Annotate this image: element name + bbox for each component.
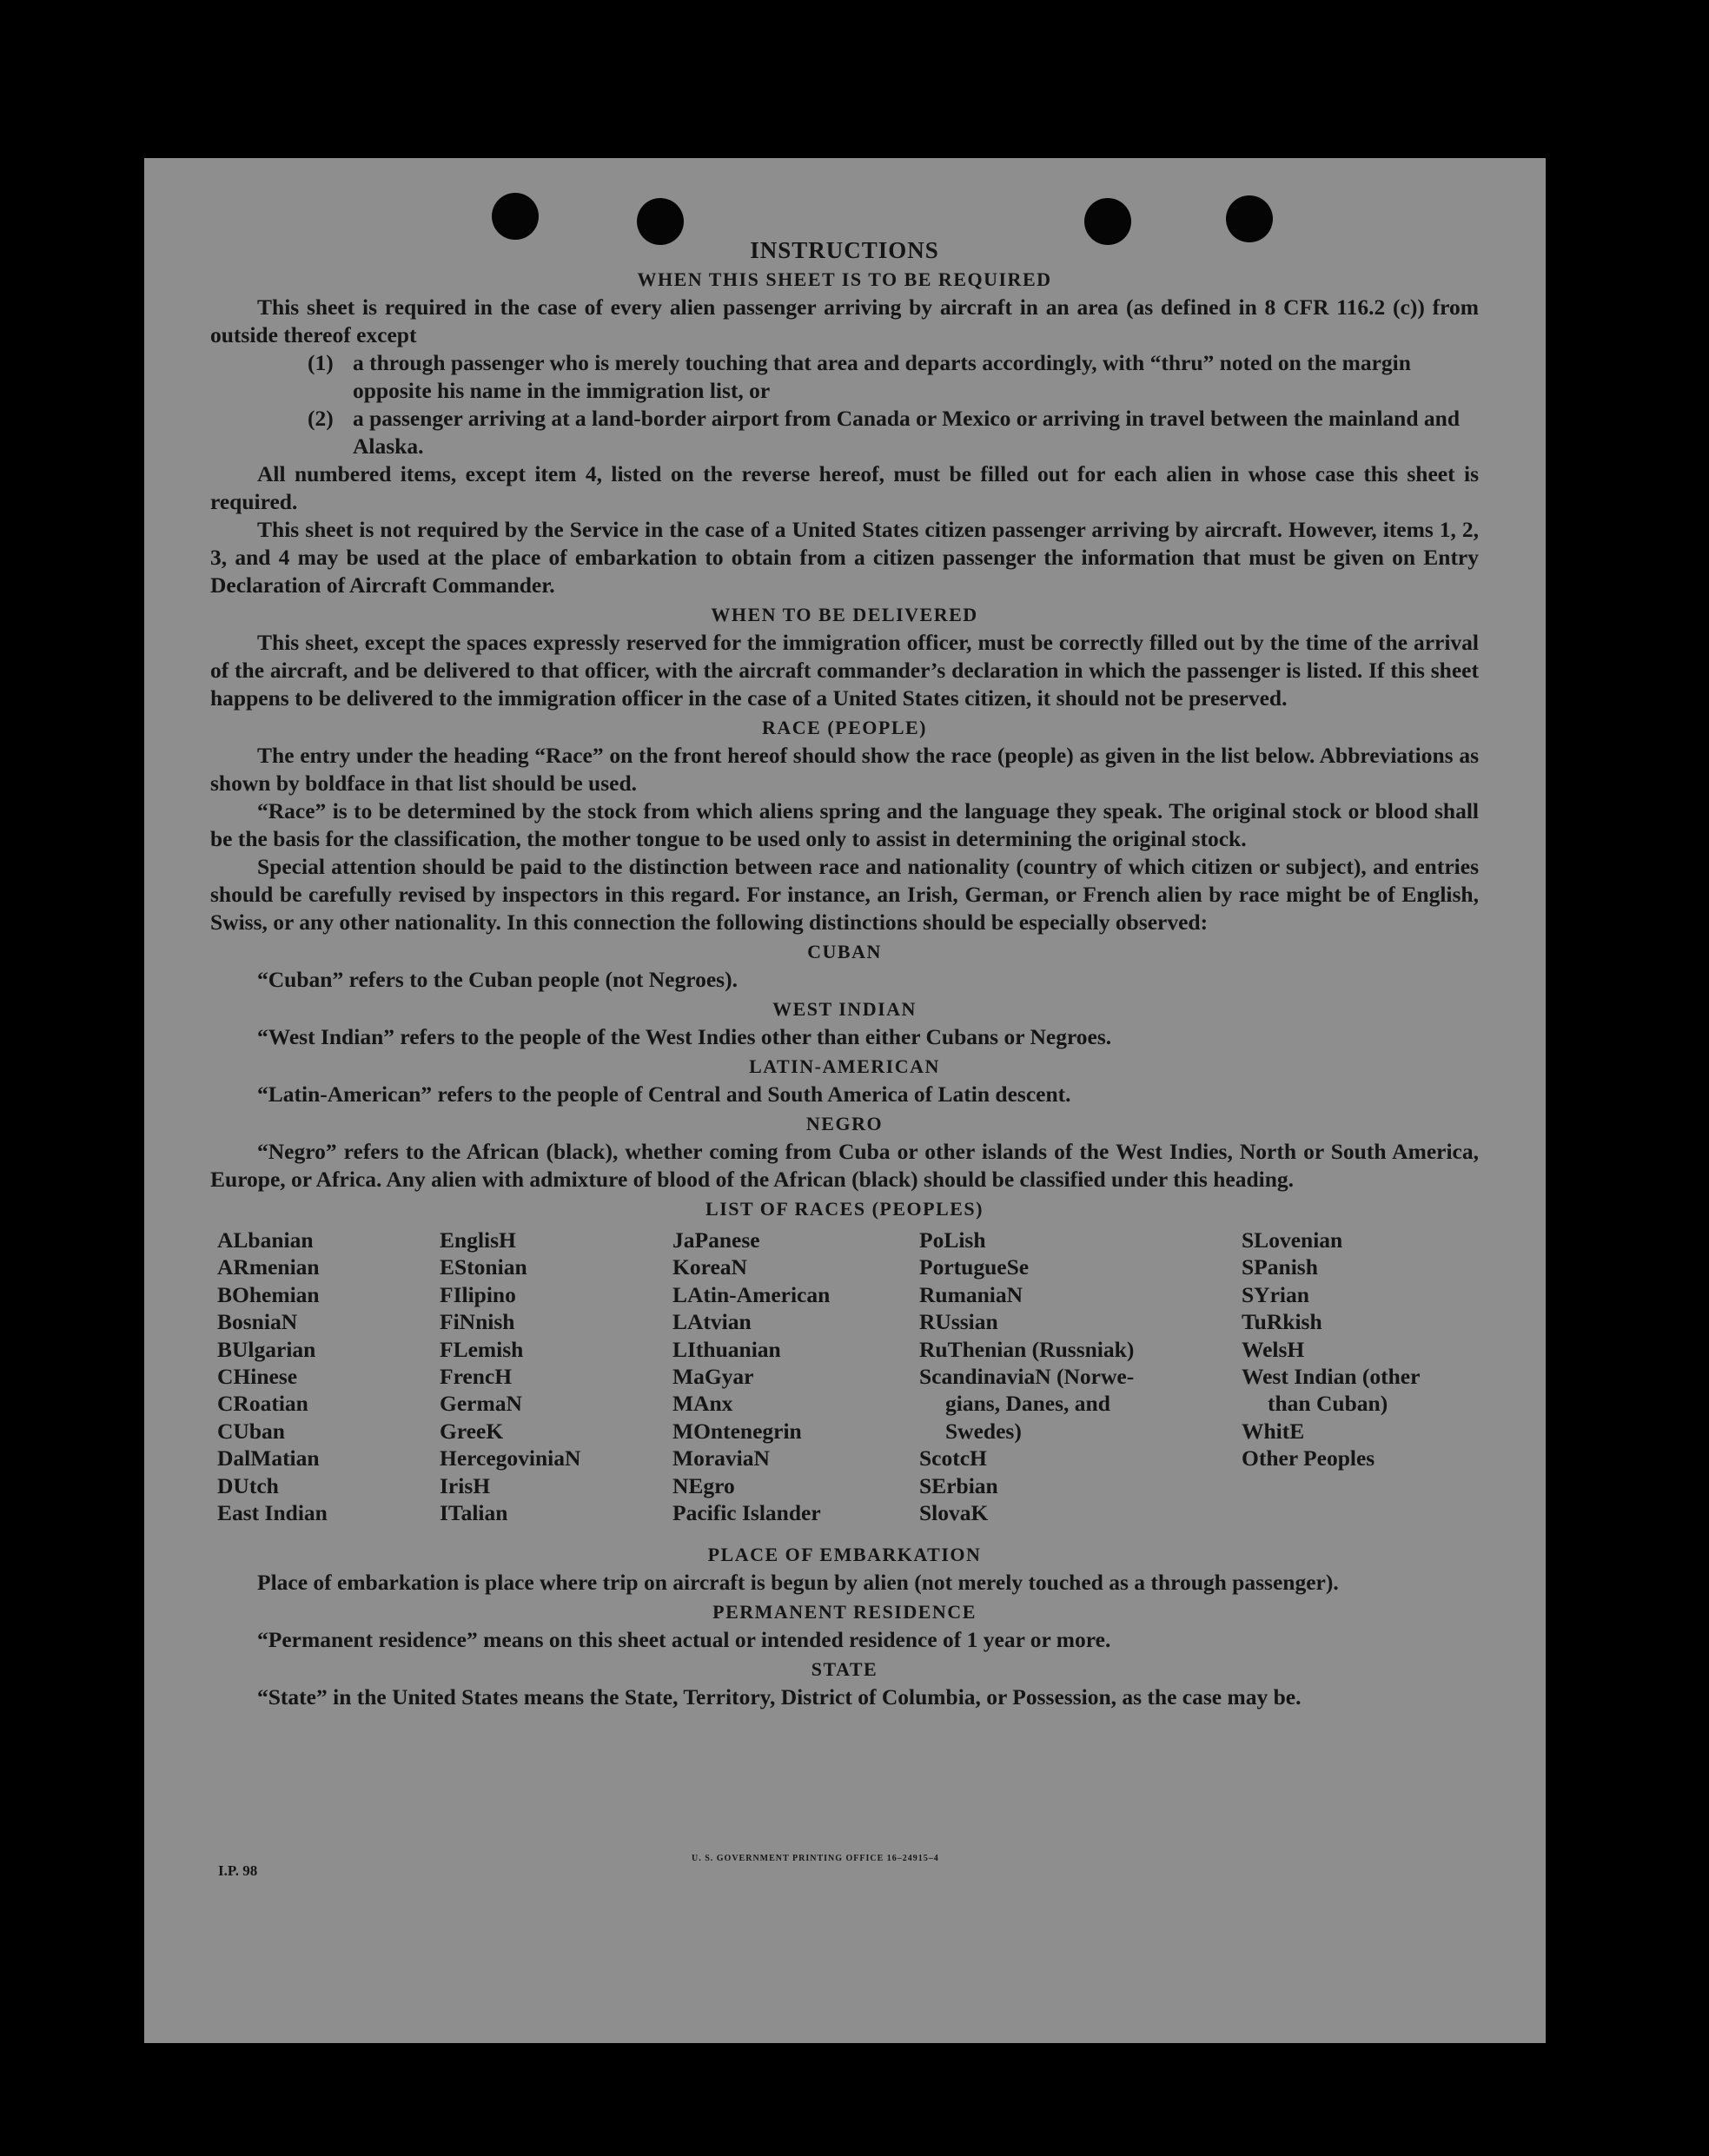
exception-item <box>210 349 1479 405</box>
section-heading-race: RACE (PEOPLE) <box>762 717 927 738</box>
race-entry: EnglisH <box>440 1227 516 1253</box>
delivered-paragraph: This sheet, except the spaces expressly reserved for the immigration officer, must be correctly filled out by the time of the arrival of the aircraft, and be delivered to that officer, with the aircraft commander’s declaration in which the passenger is listed. If this sheet happens to be delivered to the immigration officer in the case of a United States citizen, it should not be preserved. <box>210 630 1479 711</box>
race-entry: MoraviaN <box>672 1445 770 1472</box>
race-paragraph: Special attention should be paid to the distinction between race and nationality (country of which citizen or subject), and entries should be carefully revised by inspectors in this regard. For instance, an Irish, German, or French alien by race might be of English, Swiss, or any other nationality. In this connection the following distinctions should be especially observed: <box>210 854 1479 935</box>
punch-hole <box>1226 195 1273 242</box>
race-entry: BUlgarian <box>217 1336 316 1362</box>
race-entry: SlovaK <box>919 1499 989 1525</box>
race-entry: GreeK <box>440 1418 504 1444</box>
exception-item <box>210 405 1479 460</box>
item-text: a through passenger who is merely touching that area and departs accordingly, with “thru” noted on the margin opposite his name in the immigration list, or <box>353 350 1411 403</box>
races-column-3 <box>672 1227 830 1526</box>
race-entry-continued: gians, Danes, and <box>945 1391 1110 1417</box>
embarkation-definition: Place of embarkation is place where trip on aircraft is begun by alien (not merely touched as a through passenger). <box>257 1570 1339 1595</box>
race-entry: FIlipino <box>440 1281 516 1307</box>
race-entry: CRoatian <box>217 1391 308 1417</box>
race-entry: PortugueSe <box>919 1254 1030 1280</box>
race-entry: SLovenian <box>1242 1227 1343 1253</box>
races-list <box>210 1227 1479 1539</box>
race-entry: LAtvian <box>672 1309 752 1335</box>
race-entry: IrisH <box>440 1472 491 1498</box>
section-heading-west-indian: WEST INDIAN <box>772 998 917 1020</box>
race-entry: FLemish <box>440 1336 524 1362</box>
race-entry: DalMatian <box>217 1445 320 1472</box>
race-entry: Pacific Islander <box>672 1499 821 1525</box>
race-entry: ScandinaviaN (Norwe- <box>919 1363 1135 1389</box>
race-entry: Other Peoples <box>1242 1445 1375 1472</box>
race-entry: SErbian <box>919 1472 998 1498</box>
race-entry: CHinese <box>217 1363 298 1389</box>
race-entry: RumaniaN <box>919 1281 1023 1307</box>
race-paragraph: “Race” is to be determined by the stock from which aliens spring and the language they speak. The original stock or blood shall be the basis for the classification, the mother tongue to be used only to assist in determining the original stock. <box>210 798 1479 851</box>
section-heading-delivered: WHEN TO BE DELIVERED <box>711 604 978 625</box>
printer-imprint: U. S. GOVERNMENT PRINTING OFFICE 16–24915–4 <box>692 1854 939 1863</box>
race-paragraph: The entry under the heading “Race” on the front hereof should show the race (people) as given in the list below. Abbreviations as shown by boldface in that list should be used. <box>210 743 1479 796</box>
section-heading-residence: PERMANENT RESIDENCE <box>712 1601 977 1623</box>
race-entry: MOntenegrin <box>672 1418 802 1444</box>
races-column-2 <box>440 1227 580 1526</box>
form-number: I.P. 98 <box>218 1862 258 1879</box>
race-entry: CUban <box>217 1418 285 1444</box>
item-text: a passenger arriving at a land-border airport from Canada or Mexico or arriving in travel between the mainland and Alaska. <box>353 406 1461 459</box>
race-entry: LAtin-American <box>672 1281 831 1307</box>
section-heading-races-list: LIST OF RACES (PEOPLES) <box>705 1198 984 1220</box>
page-title: INSTRUCTIONS <box>750 237 939 263</box>
race-entry: FiNnish <box>440 1309 515 1335</box>
race-entry: KoreaN <box>672 1254 747 1280</box>
section-heading-cuban: CUBAN <box>807 941 882 962</box>
race-entry: WhitE <box>1242 1418 1305 1444</box>
latin-american-definition: “Latin-American” refers to the people of Central and South America of Latin descent. <box>257 1081 1071 1107</box>
race-entry: ITalian <box>440 1499 508 1525</box>
residence-definition: “Permanent residence” means on this sheet actual or intended residence of 1 year or more. <box>257 1627 1111 1652</box>
races-column-4 <box>919 1227 1134 1526</box>
race-entry: JaPanese <box>672 1227 760 1253</box>
race-entry-continued: Swedes) <box>945 1418 1022 1444</box>
race-entry: EStonian <box>440 1254 527 1280</box>
required-paragraph: This sheet is not required by the Service in the case of a United States citizen passenger arriving by aircraft. However, items 1, 2, 3, and 4 may be used at the place of embarkation to obtain from a citizen passenger the information that must be given on Entry Declaration of Aircraft Commander. <box>210 517 1479 598</box>
punch-hole <box>492 193 539 240</box>
race-entry: ARmenian <box>217 1254 320 1280</box>
race-entry: ALbanian <box>217 1227 314 1253</box>
section-heading-embarkation: PLACE OF EMBARKATION <box>707 1544 982 1565</box>
instructions-body <box>210 236 1479 1711</box>
race-entry: RUssian <box>919 1309 998 1335</box>
race-entry: PoLish <box>919 1227 986 1253</box>
race-entry: LIthuanian <box>672 1336 781 1362</box>
west-indian-definition: “West Indian” refers to the people of the West Indies other than either Cubans or Negroes. <box>257 1024 1112 1049</box>
race-entry-continued: than Cuban) <box>1268 1391 1388 1417</box>
race-entry: TuRkish <box>1242 1309 1322 1335</box>
race-entry: BosniaN <box>217 1309 298 1335</box>
race-entry: RuThenian (Russniak) <box>919 1336 1135 1362</box>
race-entry: HercegoviniaN <box>440 1445 581 1472</box>
section-heading-negro: NEGRO <box>805 1113 884 1134</box>
negro-definition: “Negro” refers to the African (black), whether coming from Cuba or other islands of the West Indies, North or South America, Europe, or Africa. Any alien with admixture of blood of the African (black) should be classified under this heading. <box>210 1139 1479 1192</box>
race-entry: NEgro <box>672 1472 735 1498</box>
race-entry: DUtch <box>217 1472 279 1498</box>
item-number: (1) <box>308 350 334 375</box>
section-heading-required: WHEN THIS SHEET IS TO BE REQUIRED <box>637 268 1052 290</box>
races-column-5 <box>1242 1227 1420 1472</box>
document-sheet <box>144 158 1546 2043</box>
race-entry: FrencH <box>440 1363 513 1389</box>
item-number: (2) <box>308 406 334 431</box>
race-entry: SYrian <box>1242 1281 1309 1307</box>
race-entry: BOhemian <box>217 1281 320 1307</box>
section-heading-state: STATE <box>811 1658 878 1680</box>
race-entry: WelsH <box>1242 1336 1305 1362</box>
required-intro: This sheet is required in the case of every alien passenger arriving by aircraft in an area (as defined in 8 CFR 116.2 (c)) from outside thereof except <box>210 294 1479 347</box>
race-entry: GermaN <box>440 1391 522 1417</box>
races-column-1 <box>217 1227 328 1526</box>
section-heading-latin-american: LATIN-AMERICAN <box>749 1055 940 1077</box>
race-entry: East Indian <box>217 1499 328 1525</box>
cuban-definition: “Cuban” refers to the Cuban people (not Negroes). <box>257 967 738 992</box>
required-paragraph: All numbered items, except item 4, listed on the reverse hereof, must be filled out for each alien in whose case this sheet is required. <box>210 461 1479 514</box>
race-entry: West Indian (other <box>1242 1363 1421 1389</box>
race-entry: ScotcH <box>919 1445 987 1472</box>
state-definition: “State” in the United States means the State, Territory, District of Columbia, or Possession, as the case may be. <box>257 1684 1302 1710</box>
race-entry: SPanish <box>1242 1254 1318 1280</box>
race-entry: MaGyar <box>672 1363 754 1389</box>
race-entry: MAnx <box>672 1391 733 1417</box>
